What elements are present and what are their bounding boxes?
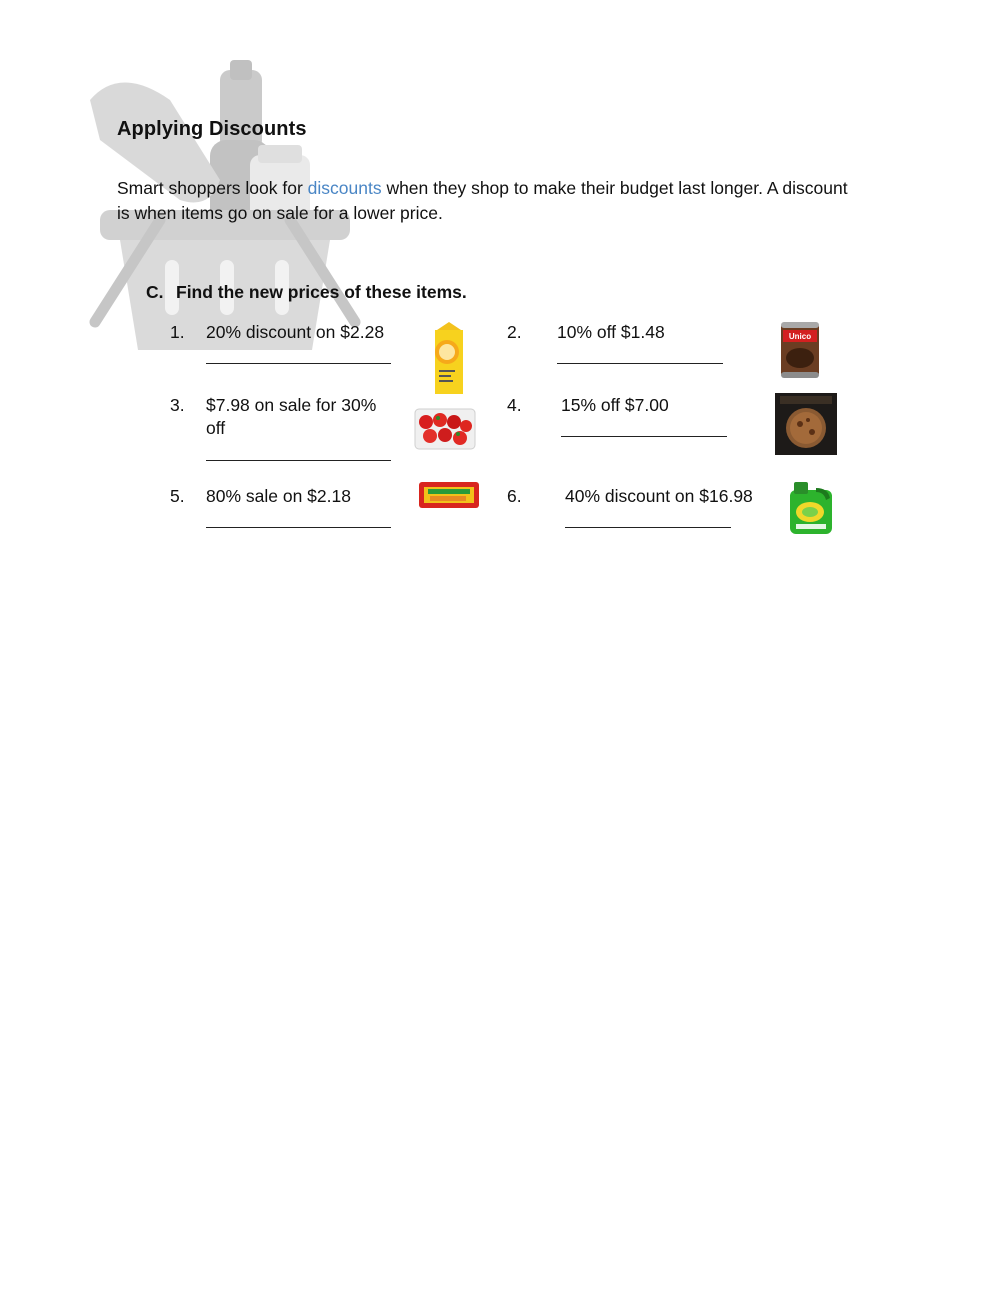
section-letter: C. xyxy=(146,282,164,302)
question-number: 6. xyxy=(507,486,522,506)
answer-blank[interactable] xyxy=(206,363,391,364)
question-number: 2. xyxy=(507,322,522,342)
intro-text-start: Smart shoppers look for xyxy=(117,178,308,198)
orange-juice-carton-icon xyxy=(433,322,465,394)
strawberries-icon xyxy=(414,408,476,450)
answer-blank[interactable] xyxy=(206,460,391,461)
question-number: 1. xyxy=(170,322,185,342)
page-title: Applying Discounts xyxy=(117,118,307,140)
canned-beans-icon xyxy=(780,320,820,380)
question-text: 80% sale on $2.18 xyxy=(206,486,351,506)
question-5 xyxy=(170,485,400,535)
question-text-line2: off xyxy=(206,418,226,438)
question-2 xyxy=(507,321,737,371)
question-text: 20% discount on $2.28 xyxy=(206,322,385,342)
intro-text-line2: is when items go on sale for a lower price. xyxy=(117,203,443,223)
question-text: 10% off $1.48 xyxy=(557,322,665,342)
intro-text-end: when they shop to make their budget last longer. A discount xyxy=(381,178,848,198)
question-3 xyxy=(170,394,400,469)
discounts-link[interactable]: discounts xyxy=(307,178,382,198)
question-6 xyxy=(507,485,777,535)
question-text: $7.98 on sale for 30% xyxy=(206,395,377,415)
question-text: 40% discount on $16.98 xyxy=(565,486,753,506)
question-1 xyxy=(170,321,400,371)
answer-blank[interactable] xyxy=(561,436,727,437)
question-4 xyxy=(507,394,737,444)
answer-blank[interactable] xyxy=(565,527,731,528)
frozen-pizza-box-icon xyxy=(774,392,838,456)
laundry-detergent-icon xyxy=(786,478,836,534)
section-heading xyxy=(146,282,467,303)
question-number: 3. xyxy=(170,395,185,415)
question-number: 5. xyxy=(170,486,185,506)
answer-blank[interactable] xyxy=(206,527,391,528)
question-text: 15% off $7.00 xyxy=(561,395,669,415)
section-heading-text: Find the new prices of these items. xyxy=(176,282,467,302)
svg-text:Unico: Unico xyxy=(788,332,812,341)
question-number: 4. xyxy=(507,395,522,415)
intro-paragraph xyxy=(117,176,892,226)
pasta-bag-icon xyxy=(418,479,480,511)
answer-blank[interactable] xyxy=(557,363,723,364)
